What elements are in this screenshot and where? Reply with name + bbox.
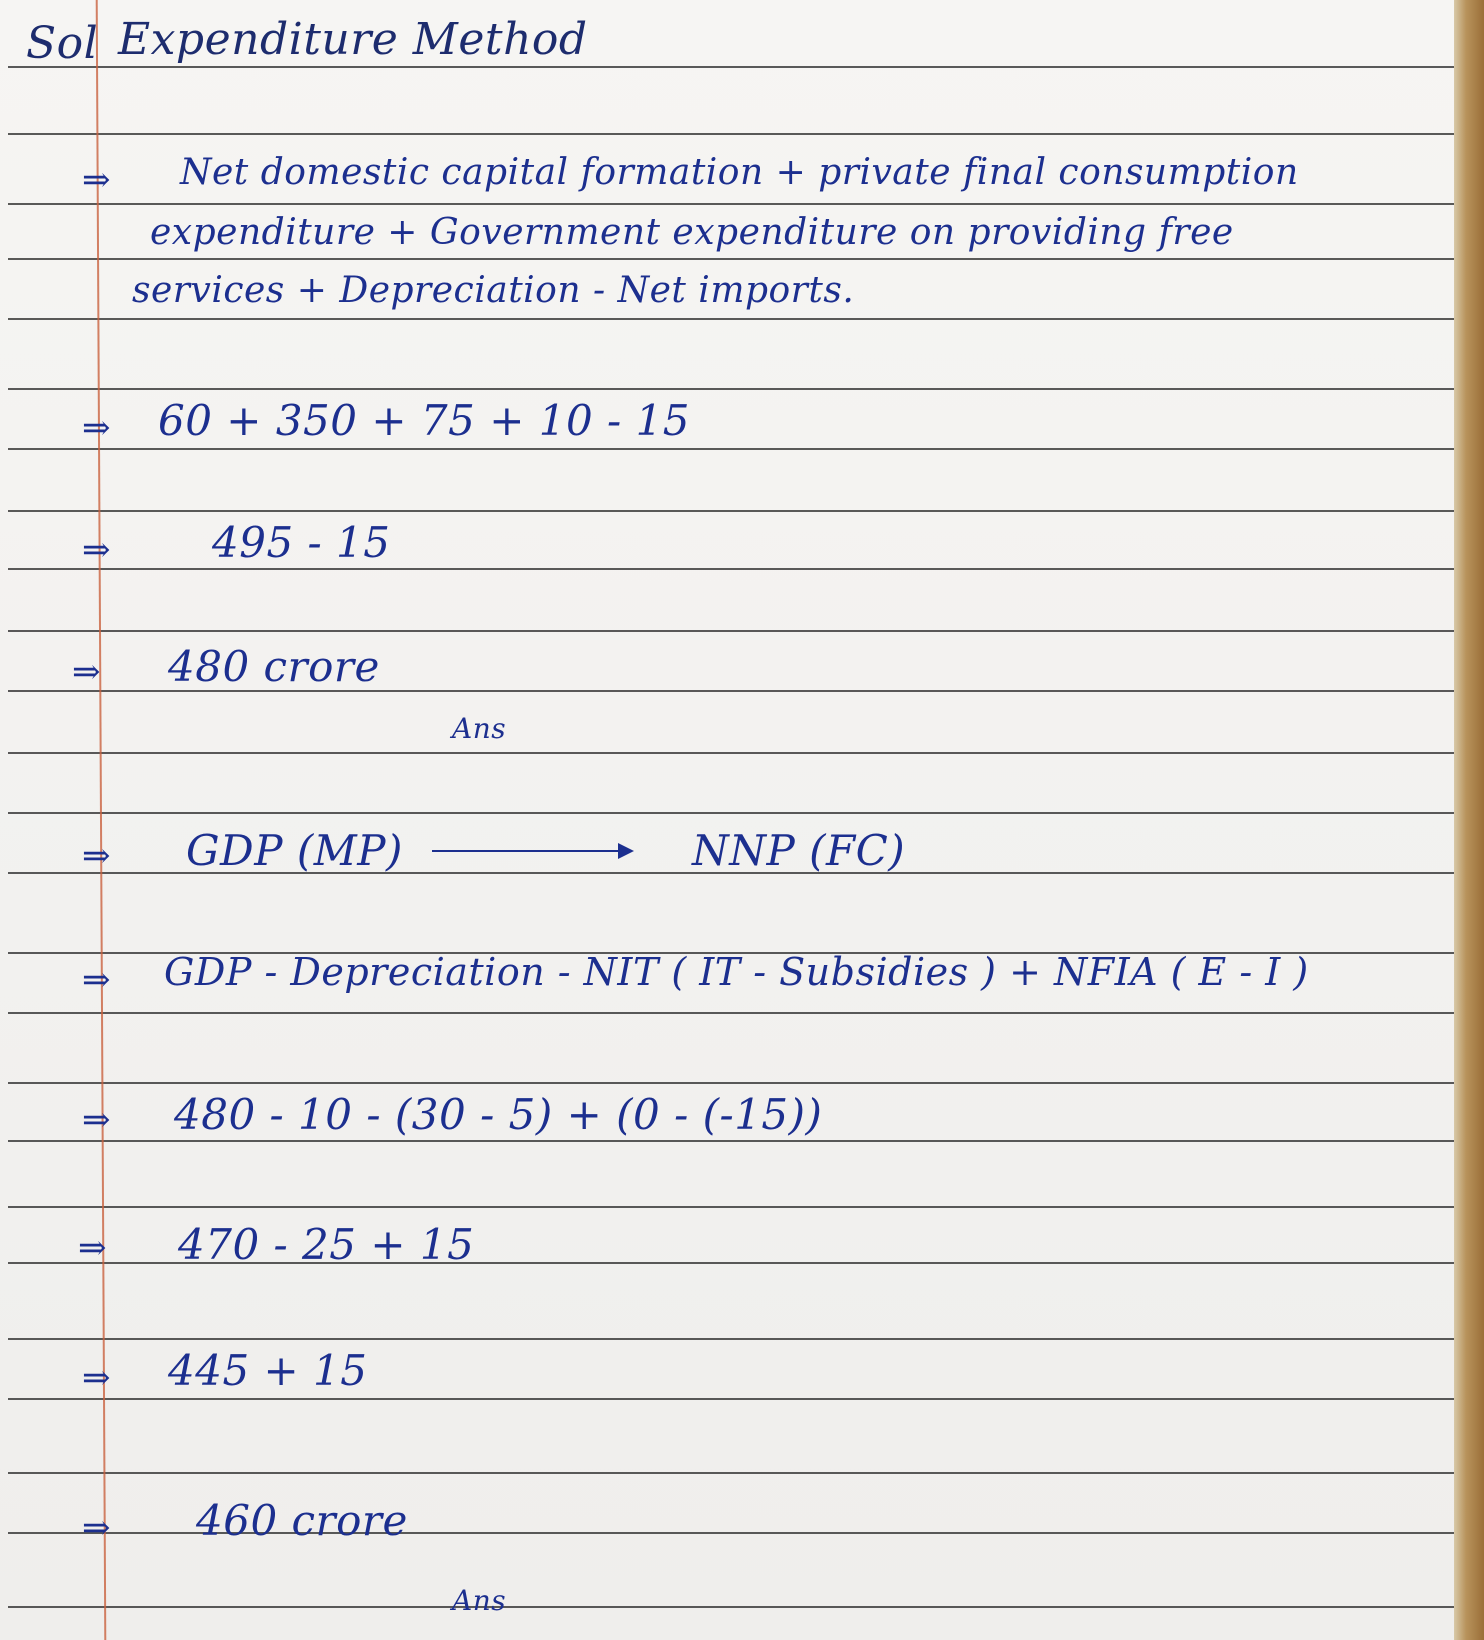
ruled-line <box>8 133 1478 135</box>
implies-arrow-icon: ⇒ <box>82 530 111 570</box>
calc-step-5: 470 - 25 + 15 <box>178 1220 475 1269</box>
implies-arrow-icon: ⇒ <box>82 1508 111 1548</box>
implies-arrow-icon: ⇒ <box>82 408 111 448</box>
implies-arrow-icon: ⇒ <box>72 652 101 692</box>
ruled-line <box>8 1472 1478 1474</box>
ruled-line <box>8 1398 1478 1400</box>
ruled-line <box>8 568 1478 570</box>
calc-result-2: 460 crore <box>196 1496 408 1545</box>
ruled-line <box>8 1206 1478 1208</box>
ruled-line <box>8 1082 1478 1084</box>
heading-prefix: Sol <box>26 18 99 69</box>
formula-2: GDP - Depreciation - NIT ( IT - Subsidies ) + NFIA ( E - I ) <box>164 950 1309 994</box>
ruled-line <box>8 258 1478 260</box>
calc-result-1: 480 crore <box>168 642 380 691</box>
implies-arrow-icon: ⇒ <box>82 1100 111 1140</box>
ruled-line <box>8 318 1478 320</box>
ruled-line <box>8 510 1478 512</box>
ruled-line <box>8 812 1478 814</box>
right-arrow-icon <box>432 850 632 852</box>
ruled-line <box>8 1012 1478 1014</box>
page-title: Expenditure Method <box>118 14 588 65</box>
formula-line-1: Net domestic capital formation + private final consumption <box>180 152 1299 193</box>
implies-arrow-icon: ⇒ <box>82 836 111 876</box>
ruled-line <box>8 752 1478 754</box>
implies-arrow-icon: ⇒ <box>82 160 111 200</box>
ruled-line <box>8 203 1478 205</box>
formula-line-3: services + Depreciation - Net imports. <box>132 270 855 311</box>
calc-step-1: 60 + 350 + 75 + 10 - 15 <box>158 396 691 445</box>
implies-arrow-icon: ⇒ <box>82 960 111 1000</box>
table-edge <box>1454 0 1484 1640</box>
ruled-line <box>8 630 1478 632</box>
implies-arrow-icon: ⇒ <box>82 1358 111 1398</box>
calc-step-4: 480 - 10 - (30 - 5) + (0 - (-15)) <box>174 1090 823 1139</box>
answer-mark: Ans <box>452 1584 507 1617</box>
ruled-line <box>8 1140 1478 1142</box>
formula-line-2: expenditure + Government expenditure on providing free <box>150 212 1234 253</box>
ruled-line <box>8 66 1478 68</box>
calc-step-6: 445 + 15 <box>168 1346 368 1395</box>
ruled-line <box>8 1606 1478 1608</box>
ruled-line <box>8 1338 1478 1340</box>
answer-mark: Ans <box>452 712 507 745</box>
calc-step-2: 495 - 15 <box>212 518 391 567</box>
ruled-line <box>8 388 1478 390</box>
conversion-to: NNP (FC) <box>692 826 906 875</box>
conversion-from: GDP (MP) <box>186 826 403 875</box>
implies-arrow-icon: ⇒ <box>78 1228 107 1268</box>
ruled-line <box>8 448 1478 450</box>
